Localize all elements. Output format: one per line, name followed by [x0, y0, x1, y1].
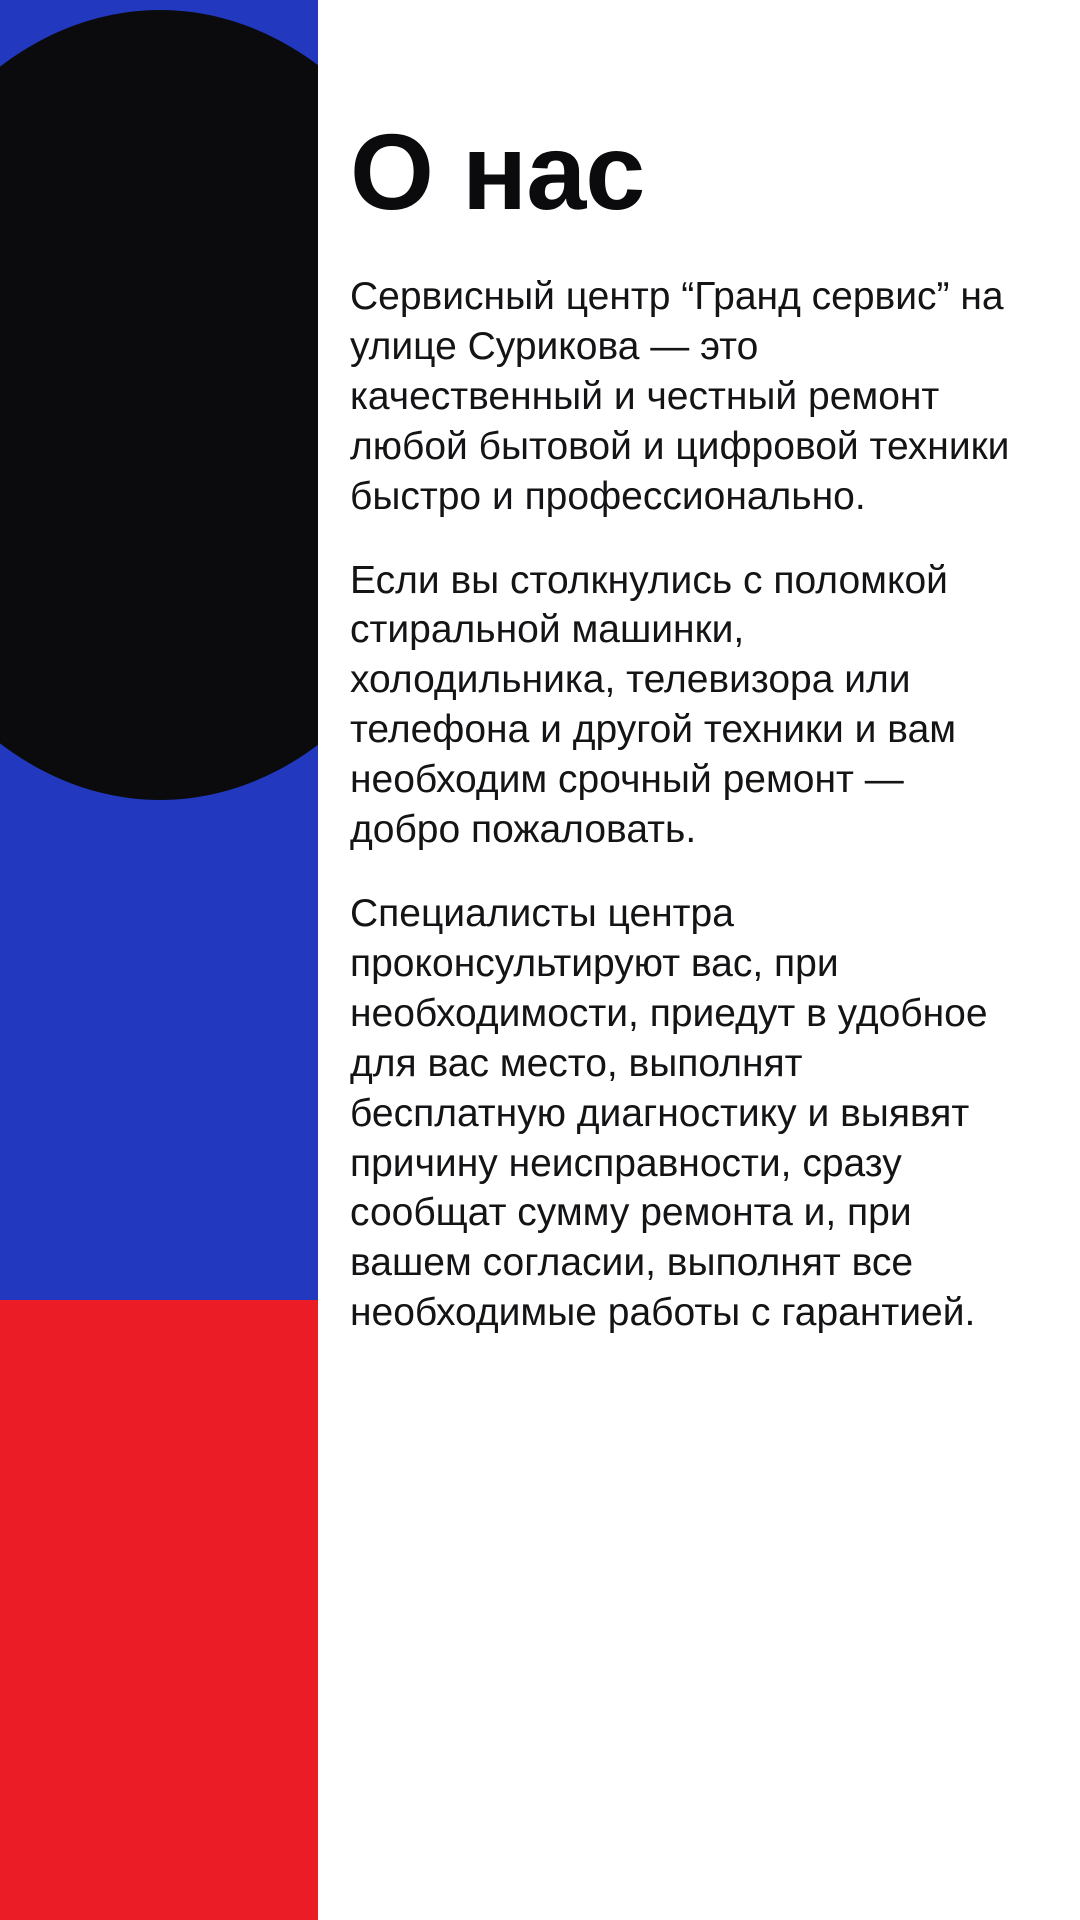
content-column — [350, 0, 1050, 1920]
paragraph: Специалисты центра проконсультируют вас, при необходимости, приедут в удобное для вас место, выполнят бесплатную диагностику и выявят причину неисправности, сразу сообщат сумму ремонта и, при вашем согласии, выполнят все необходимые работы с гарантией. — [350, 891, 988, 1335]
page-title: О нас — [350, 111, 645, 232]
paragraph: Сервисный центр “Гранд сервис” на улице Сурикова — это качественный и честный ремонт любой бытовой и цифровой техники быстро и профессионально. — [350, 275, 1010, 518]
red-rectangle-shape — [0, 1300, 318, 1920]
body-copy — [350, 226, 1015, 1338]
paragraph: Если вы столкнулись с поломкой стиральной машинки, холодильника, телевизора или телефона и другой техники и вам необходим срочный ремонт — добро пожаловать. — [350, 558, 957, 852]
